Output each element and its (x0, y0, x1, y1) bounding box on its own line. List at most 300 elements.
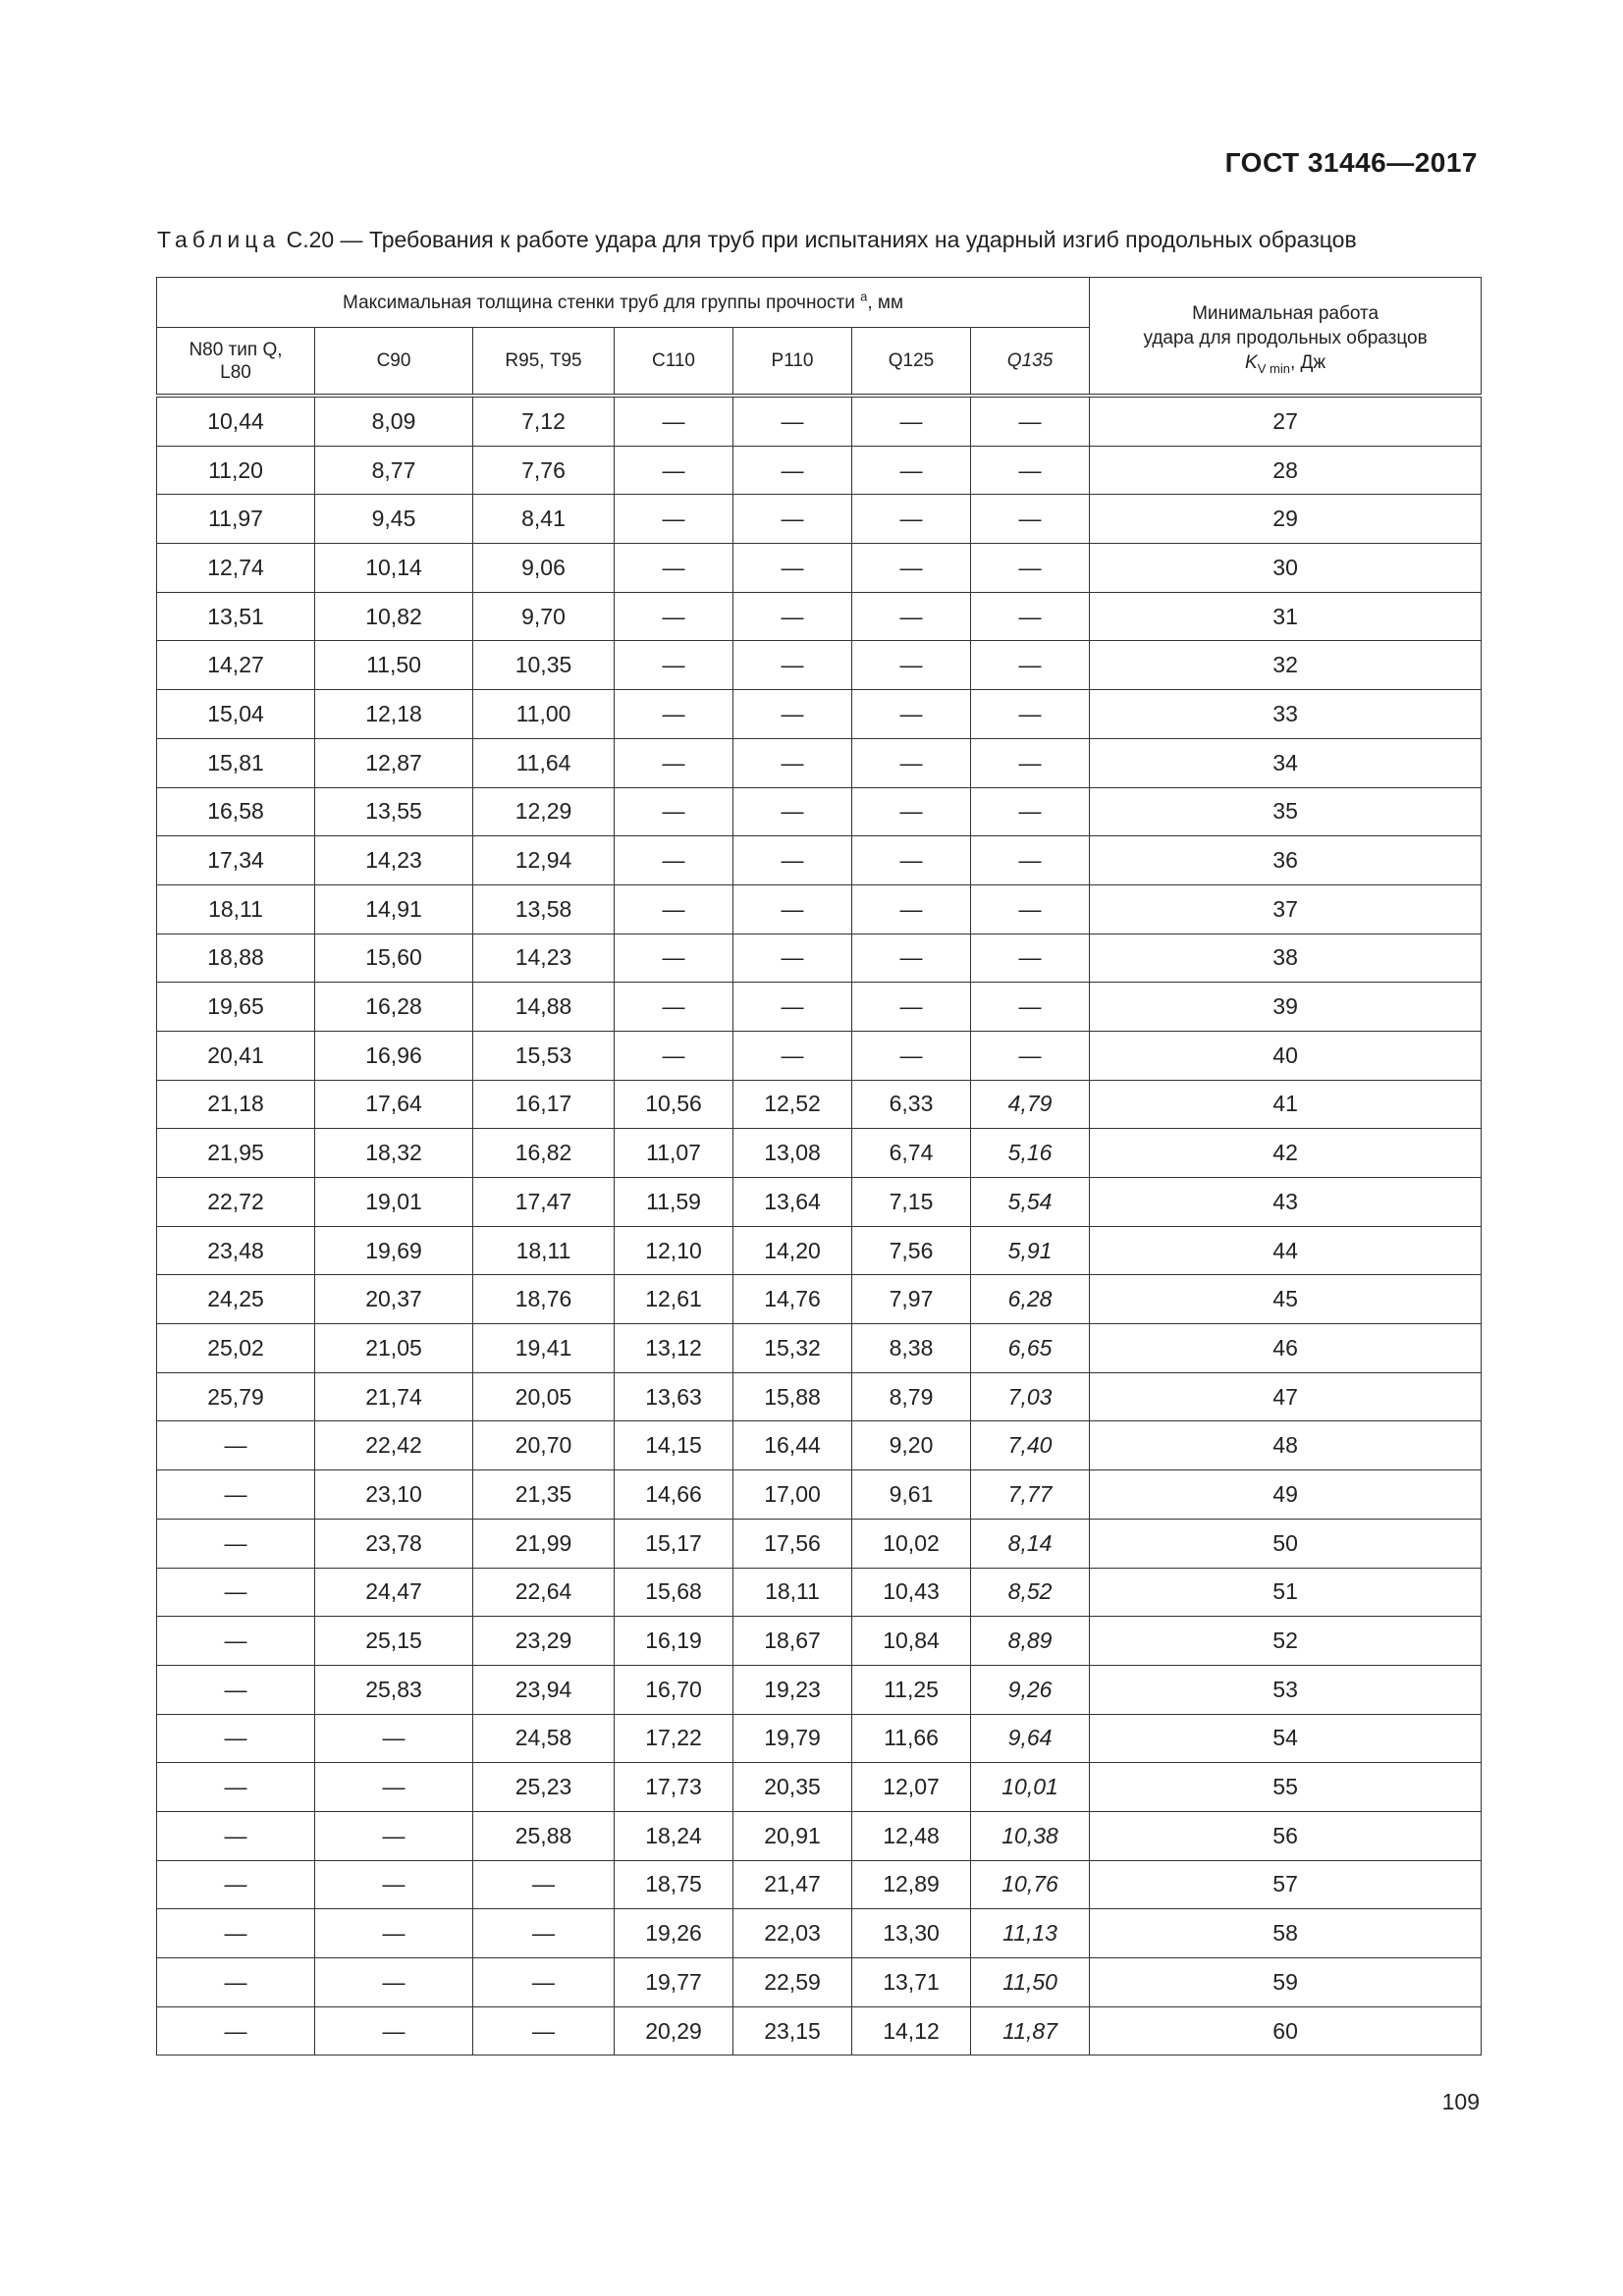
wall-thickness-group-header: Максимальная толщина стенки труб для группы прочности $^a$, мм (157, 278, 1090, 328)
table-row (157, 1080, 1482, 1129)
table-cell: 19,77 (615, 1958, 733, 2007)
table-cell: 20,70 (473, 1421, 615, 1470)
table-cell: 7,76 (473, 446, 615, 495)
table-row (157, 884, 1482, 934)
table-cell: 56 (1090, 1811, 1482, 1860)
table-cell: 16,58 (157, 787, 315, 836)
table-cell: 6,74 (852, 1129, 971, 1178)
table-cell: 50 (1090, 1519, 1482, 1568)
table-cell: — (473, 1860, 615, 1909)
table-cell: 14,20 (733, 1226, 852, 1275)
table-cell: 13,64 (733, 1178, 852, 1227)
table-cell: — (157, 1763, 315, 1812)
table-cell: 13,58 (473, 884, 615, 934)
table-cell: — (852, 738, 971, 787)
table-cell: — (971, 446, 1090, 495)
table-cell: — (157, 1519, 315, 1568)
table-row (157, 1909, 1482, 1958)
table-cell: 25,15 (315, 1617, 473, 1666)
table-header (157, 278, 1482, 397)
table-cell: 11,87 (971, 2006, 1090, 2056)
table-row (157, 1226, 1482, 1275)
table-cell: 46 (1090, 1324, 1482, 1373)
table-cell: 11,50 (971, 1958, 1090, 2007)
table-cell: 11,13 (971, 1909, 1090, 1958)
table-row (157, 396, 1482, 446)
table-row (157, 544, 1482, 593)
table-cell: 11,20 (157, 446, 315, 495)
table-cell: 22,42 (315, 1421, 473, 1470)
table-cell: 8,41 (473, 495, 615, 544)
table-cell: 16,70 (615, 1665, 733, 1714)
table-cell: 9,26 (971, 1665, 1090, 1714)
table-cell: 24,58 (473, 1714, 615, 1763)
table-cell: — (615, 934, 733, 983)
table-cell: — (615, 690, 733, 739)
table-row (157, 1714, 1482, 1763)
table-cell: 11,50 (315, 641, 473, 690)
table-cell: 13,08 (733, 1129, 852, 1178)
table-cell: 9,45 (315, 495, 473, 544)
table-cell: 11,59 (615, 1178, 733, 1227)
table-cell: — (315, 1811, 473, 1860)
table-cell: — (615, 592, 733, 641)
table-cell: 40 (1090, 1031, 1482, 1080)
table-cell: 20,41 (157, 1031, 315, 1080)
table-cell: 17,47 (473, 1178, 615, 1227)
table-row (157, 1324, 1482, 1373)
table-cell: 13,55 (315, 787, 473, 836)
table-cell: 19,26 (615, 1909, 733, 1958)
table-cell: 18,67 (733, 1617, 852, 1666)
table-cell: — (852, 641, 971, 690)
table-cell: 41 (1090, 1080, 1482, 1129)
table-cell: — (615, 884, 733, 934)
table-row (157, 1470, 1482, 1520)
table-cell: 57 (1090, 1860, 1482, 1909)
table-row (157, 1665, 1482, 1714)
table-cell: 6,65 (971, 1324, 1090, 1373)
table-cell: 36 (1090, 836, 1482, 885)
table-cell: 12,61 (615, 1275, 733, 1324)
table-row (157, 1860, 1482, 1909)
table-cell: 27 (1090, 396, 1482, 446)
table-cell: 9,20 (852, 1421, 971, 1470)
table-cell: 18,11 (157, 884, 315, 934)
table-cell: 14,23 (315, 836, 473, 885)
table-cell: 13,12 (615, 1324, 733, 1373)
table-cell: 7,77 (971, 1470, 1090, 1520)
table-cell: — (733, 738, 852, 787)
table-cell: — (971, 884, 1090, 934)
table-cell: 19,41 (473, 1324, 615, 1373)
table-cell: 11,64 (473, 738, 615, 787)
table-row (157, 1519, 1482, 1568)
table-cell: 17,34 (157, 836, 315, 885)
table-cell: — (157, 2006, 315, 2056)
table-cell: 20,91 (733, 1811, 852, 1860)
table-cell: 31 (1090, 592, 1482, 641)
table-cell: 15,17 (615, 1519, 733, 1568)
table-cell: 7,12 (473, 396, 615, 446)
table-cell: 21,05 (315, 1324, 473, 1373)
table-cell: — (315, 2006, 473, 2056)
table-cell: 45 (1090, 1275, 1482, 1324)
table-cell: — (157, 1860, 315, 1909)
table-row (157, 1763, 1482, 1812)
table-cell: 17,56 (733, 1519, 852, 1568)
table-cell: 12,48 (852, 1811, 971, 1860)
table-cell: 13,51 (157, 592, 315, 641)
table-caption-label: Таблица (157, 227, 281, 252)
table-cell: 21,47 (733, 1860, 852, 1909)
footnote-mark: a (860, 289, 868, 304)
table-cell: 12,94 (473, 836, 615, 885)
table-row (157, 1178, 1482, 1227)
table-cell: 12,74 (157, 544, 315, 593)
table-cell: 20,35 (733, 1763, 852, 1812)
table-row (157, 1617, 1482, 1666)
table-cell: — (971, 544, 1090, 593)
table-cell: 16,17 (473, 1080, 615, 1129)
table-cell: 15,81 (157, 738, 315, 787)
table-cell: 32 (1090, 641, 1482, 690)
column-header: С110 (615, 328, 733, 397)
document-code: ГОСТ 31446—2017 (1224, 147, 1478, 178)
table-cell: 42 (1090, 1129, 1482, 1178)
table-cell: 21,18 (157, 1080, 315, 1129)
table-cell: 23,48 (157, 1226, 315, 1275)
table-cell: — (315, 1763, 473, 1812)
table-cell: — (733, 934, 852, 983)
table-cell: 23,29 (473, 1617, 615, 1666)
table-cell: 48 (1090, 1421, 1482, 1470)
table-cell: — (733, 884, 852, 934)
table-cell: 14,15 (615, 1421, 733, 1470)
table-cell: 12,89 (852, 1860, 971, 1909)
table-cell: 20,29 (615, 2006, 733, 2056)
table-cell: 43 (1090, 1178, 1482, 1227)
table-cell: 8,77 (315, 446, 473, 495)
table-cell: — (733, 396, 852, 446)
table-cell: 18,76 (473, 1275, 615, 1324)
table-cell: — (615, 836, 733, 885)
table-cell: 21,74 (315, 1372, 473, 1421)
table-cell: 16,28 (315, 983, 473, 1032)
table-row (157, 1811, 1482, 1860)
table-cell: 12,29 (473, 787, 615, 836)
table-cell: 11,00 (473, 690, 615, 739)
table-cell: — (615, 446, 733, 495)
table-cell: 12,87 (315, 738, 473, 787)
table-cell: — (615, 544, 733, 593)
table-row (157, 1958, 1482, 2007)
table-cell: 55 (1090, 1763, 1482, 1812)
table-cell: 23,78 (315, 1519, 473, 1568)
table-row (157, 1568, 1482, 1617)
table-cell: — (852, 884, 971, 934)
table-cell: — (852, 495, 971, 544)
table-cell: 10,35 (473, 641, 615, 690)
table-cell: 13,71 (852, 1958, 971, 2007)
table-cell: 14,88 (473, 983, 615, 1032)
table-cell: 14,66 (615, 1470, 733, 1520)
table-cell: 16,82 (473, 1129, 615, 1178)
table-cell: 6,28 (971, 1275, 1090, 1324)
table-cell: 25,02 (157, 1324, 315, 1373)
min-impact-energy-header: Минимальная работа удара для продольных образцов $K_{V min}$, Дж (1090, 278, 1482, 397)
table-cell: — (315, 1909, 473, 1958)
table-cell: 12,10 (615, 1226, 733, 1275)
table-cell: 15,88 (733, 1372, 852, 1421)
table-cell: — (852, 836, 971, 885)
table-cell: 5,54 (971, 1178, 1090, 1227)
table-cell: 10,82 (315, 592, 473, 641)
table-cell: 44 (1090, 1226, 1482, 1275)
table-cell: 7,56 (852, 1226, 971, 1275)
table-row (157, 2006, 1482, 2056)
table-cell: 8,52 (971, 1568, 1090, 1617)
table-cell: — (852, 446, 971, 495)
table-cell: — (733, 787, 852, 836)
table-cell: — (971, 836, 1090, 885)
table-body (157, 396, 1482, 2056)
table-cell: 4,79 (971, 1080, 1090, 1129)
table-cell: 6,33 (852, 1080, 971, 1129)
page-number: 109 (1441, 2089, 1480, 2114)
table-cell: — (157, 1714, 315, 1763)
table-cell: 14,91 (315, 884, 473, 934)
table-cell: — (157, 1958, 315, 2007)
table-cell: 16,19 (615, 1617, 733, 1666)
table-cell: 49 (1090, 1470, 1482, 1520)
table-cell: 18,11 (733, 1568, 852, 1617)
table-cell: — (733, 544, 852, 593)
table-cell: 15,04 (157, 690, 315, 739)
table-cell: 30 (1090, 544, 1482, 593)
table-cell: — (315, 1714, 473, 1763)
table-cell: 15,68 (615, 1568, 733, 1617)
table-cell: — (315, 1860, 473, 1909)
table-cell: 21,99 (473, 1519, 615, 1568)
table-cell: 9,64 (971, 1714, 1090, 1763)
table-cell: 14,27 (157, 641, 315, 690)
table-cell: 52 (1090, 1617, 1482, 1666)
table-cell: — (157, 1617, 315, 1666)
table-cell: — (852, 544, 971, 593)
table-cell: — (852, 592, 971, 641)
column-header: Q135 (971, 328, 1090, 397)
table-cell: 11,97 (157, 495, 315, 544)
table-cell: 24,47 (315, 1568, 473, 1617)
table-cell: 13,63 (615, 1372, 733, 1421)
table-cell: 18,32 (315, 1129, 473, 1178)
table-cell: — (971, 641, 1090, 690)
table-cell: 53 (1090, 1665, 1482, 1714)
column-header: N80 тип Q, L80 (157, 328, 315, 397)
table-cell: — (157, 1421, 315, 1470)
table-cell: — (733, 641, 852, 690)
table-cell: 10,84 (852, 1617, 971, 1666)
table-cell: — (971, 983, 1090, 1032)
table-cell: 10,43 (852, 1568, 971, 1617)
table-cell: — (733, 983, 852, 1032)
table-cell: 60 (1090, 2006, 1482, 2056)
table-row (157, 1421, 1482, 1470)
table-cell: 15,32 (733, 1324, 852, 1373)
table-cell: — (852, 787, 971, 836)
table-cell: 25,83 (315, 1665, 473, 1714)
table-cell: — (971, 396, 1090, 446)
column-header: С90 (315, 328, 473, 397)
table-cell: — (615, 787, 733, 836)
table-cell: 20,37 (315, 1275, 473, 1324)
table-cell: 7,15 (852, 1178, 971, 1227)
table-cell: 19,69 (315, 1226, 473, 1275)
table-cell: 38 (1090, 934, 1482, 983)
table-cell: — (971, 738, 1090, 787)
table-cell: — (157, 1811, 315, 1860)
table-row (157, 446, 1482, 495)
table-cell: — (615, 495, 733, 544)
table-cell: 12,18 (315, 690, 473, 739)
table-cell: — (615, 983, 733, 1032)
table-cell: 54 (1090, 1714, 1482, 1763)
table-cell: 13,30 (852, 1909, 971, 1958)
table-cell: 17,73 (615, 1763, 733, 1812)
table-cell: 8,09 (315, 396, 473, 446)
table-row (157, 641, 1482, 690)
table-cell: — (971, 592, 1090, 641)
table-cell: 10,14 (315, 544, 473, 593)
table-cell: 21,35 (473, 1470, 615, 1520)
table-cell: 10,44 (157, 396, 315, 446)
table-cell: 16,44 (733, 1421, 852, 1470)
table-cell: 14,76 (733, 1275, 852, 1324)
table-cell: — (473, 1909, 615, 1958)
table-cell: — (852, 983, 971, 1032)
table-cell: 58 (1090, 1909, 1482, 1958)
table-cell: — (971, 934, 1090, 983)
table-cell: 9,70 (473, 592, 615, 641)
table-cell: 35 (1090, 787, 1482, 836)
table-cell: 10,76 (971, 1860, 1090, 1909)
table-cell: 18,11 (473, 1226, 615, 1275)
table-cell: — (852, 934, 971, 983)
table-row (157, 495, 1482, 544)
table-cell: — (615, 396, 733, 446)
table-cell: 17,64 (315, 1080, 473, 1129)
table-cell: — (157, 1568, 315, 1617)
table-row (157, 983, 1482, 1032)
table-cell: 9,61 (852, 1470, 971, 1520)
table-row (157, 787, 1482, 836)
table-row (157, 1275, 1482, 1324)
table-cell: 19,79 (733, 1714, 852, 1763)
table-cell: 24,25 (157, 1275, 315, 1324)
table-cell: 22,59 (733, 1958, 852, 2007)
table-cell: 18,75 (615, 1860, 733, 1909)
table-cell: 7,97 (852, 1275, 971, 1324)
table-cell: 19,23 (733, 1665, 852, 1714)
table-cell: 16,96 (315, 1031, 473, 1080)
table-cell: 23,94 (473, 1665, 615, 1714)
table-cell: 15,60 (315, 934, 473, 983)
table-cell: 8,79 (852, 1372, 971, 1421)
table-cell: — (733, 495, 852, 544)
table-cell: — (315, 1958, 473, 2007)
table-cell: 25,88 (473, 1811, 615, 1860)
table-cell: 23,15 (733, 2006, 852, 2056)
table-cell: — (615, 641, 733, 690)
table-cell: — (852, 690, 971, 739)
table-cell: 22,03 (733, 1909, 852, 1958)
table-cell: — (852, 396, 971, 446)
table-caption-text: С.20 — Требования к работе удара для труб при испытаниях на ударный изгиб продольных образцов (286, 227, 1357, 252)
table-row (157, 1129, 1482, 1178)
table-cell: 7,03 (971, 1372, 1090, 1421)
table-cell: 10,02 (852, 1519, 971, 1568)
table-cell: 19,01 (315, 1178, 473, 1227)
table-cell: 18,88 (157, 934, 315, 983)
table-cell: 47 (1090, 1372, 1482, 1421)
table-cell: 23,10 (315, 1470, 473, 1520)
table-cell: — (473, 1958, 615, 2007)
table-cell: 15,53 (473, 1031, 615, 1080)
table-cell: 17,00 (733, 1470, 852, 1520)
table-cell: 59 (1090, 1958, 1482, 2007)
table-row (157, 738, 1482, 787)
table-cell: 5,16 (971, 1129, 1090, 1178)
column-header: Р110 (733, 328, 852, 397)
table-cell: 28 (1090, 446, 1482, 495)
impact-energy-table (156, 277, 1482, 2056)
table-cell: — (852, 1031, 971, 1080)
table-cell: 25,23 (473, 1763, 615, 1812)
table-cell: 12,52 (733, 1080, 852, 1129)
table-cell: — (157, 1665, 315, 1714)
table-cell: 37 (1090, 884, 1482, 934)
table-row (157, 1031, 1482, 1080)
table-cell: 22,64 (473, 1568, 615, 1617)
table-cell: — (733, 1031, 852, 1080)
table-cell: 14,12 (852, 2006, 971, 2056)
table-cell: 17,22 (615, 1714, 733, 1763)
table-cell: 7,40 (971, 1421, 1090, 1470)
table-cell: 9,06 (473, 544, 615, 593)
table-cell: 5,91 (971, 1226, 1090, 1275)
table-cell: — (473, 2006, 615, 2056)
table-cell: 10,56 (615, 1080, 733, 1129)
table-cell: 8,89 (971, 1617, 1090, 1666)
table-cell: — (615, 738, 733, 787)
table-cell: 11,07 (615, 1129, 733, 1178)
table-cell: 19,65 (157, 983, 315, 1032)
table-cell: — (971, 495, 1090, 544)
table-cell: 51 (1090, 1568, 1482, 1617)
table-cell: 11,66 (852, 1714, 971, 1763)
table-cell: 14,23 (473, 934, 615, 983)
column-header: Q125 (852, 328, 971, 397)
table-cell: 8,38 (852, 1324, 971, 1373)
table-cell: 34 (1090, 738, 1482, 787)
table-cell: 29 (1090, 495, 1482, 544)
table-row (157, 690, 1482, 739)
table-cell: — (157, 1909, 315, 1958)
column-header: R95, Т95 (473, 328, 615, 397)
table-cell: 22,72 (157, 1178, 315, 1227)
table-cell: — (733, 836, 852, 885)
